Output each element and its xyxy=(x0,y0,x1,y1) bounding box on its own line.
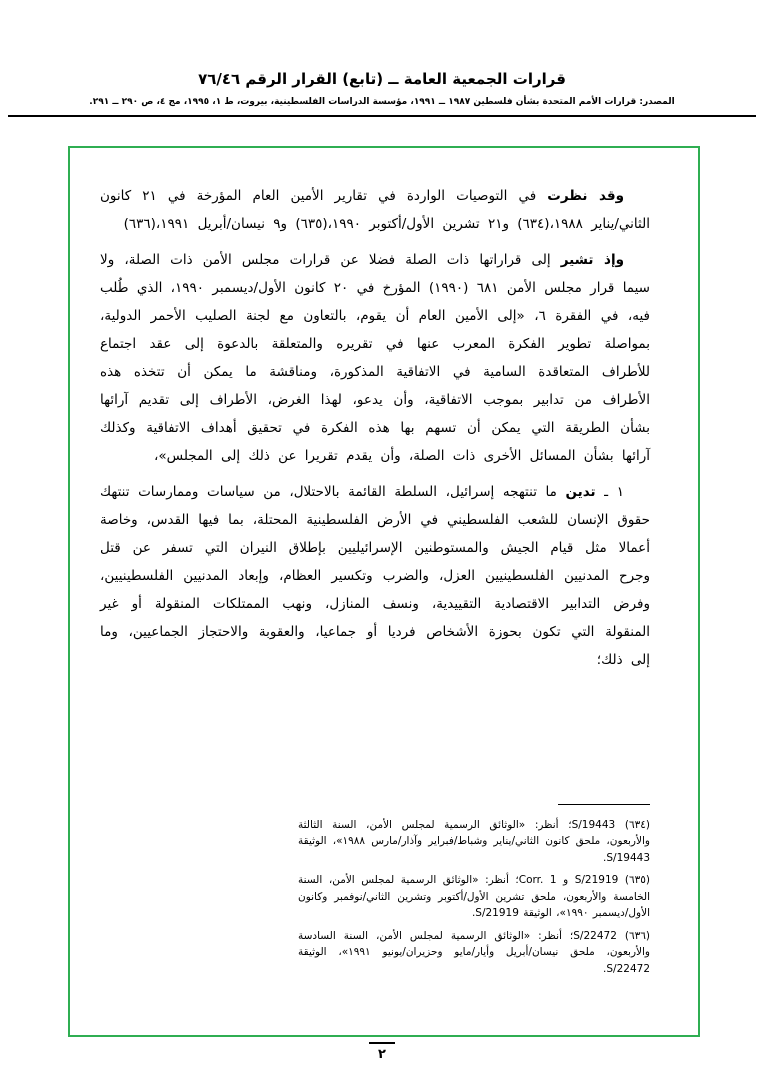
footnote-text: S/21919 و Corr. 1؛ أنظر: «الوثائق الرسمية لمجلس الأمن، السنة الخامسة والأربعون، ملحق تشرين الأول/أكتوبر وتشرين الثاني/نوفمبر وكانون الأول/ديسمبر ١٩٩٠»، الوثيقة S/21919. xyxy=(298,874,650,919)
footer-divider xyxy=(369,1042,395,1044)
content-box xyxy=(68,146,700,1037)
paragraph-text: إلى قراراتها ذات الصلة فضلا عن قرارات مجلس الأمن ذات الصلة، ولا سيما قرار مجلس الأمن ٦٨١ (١٩٩٠) المؤرخ في ٢٠ كانون الأول/ديسمبر ١٩٩٠، الذي طُلب فيه، في الفقرة ٦، «إلى الأمين العام أن يقوم، بالتعاون مع لجنة الصليب الأحمر الدولية، بمواصلة تطوير الفكرة المعرب عنها في تقريره والمتعلقة بالدعوة إلى عقد اجتماع للأطراف المتعاقدة السامية في الاتفاقية المذكورة، ومناقشة ما يمكن أن تتخذه هذه الأطراف من تدابير بموجب الاتفاقية، وأن يدعو، لهذا الغرض، الأطراف إلى تقديم آرائها بشأن الطريقة التي يمكن أن تسهم بها هذه الفكرة في تحقيق أهداف الاتفاقية وكذلك آرائها بشأن المسائل الأخرى ذات الصلة، وأن يقدم تقريرا عن ذلك إلى المجلس»، xyxy=(100,252,650,464)
page-number: ٢ xyxy=(378,1047,386,1062)
footnotes-section xyxy=(298,804,650,984)
footnote xyxy=(298,928,650,978)
footnote xyxy=(298,872,650,922)
footnote-marker: (٦٣٥) xyxy=(624,874,650,886)
footnote-text: S/19443؛ أنظر: «الوثائق الرسمية لمجلس الأمن، السنة الثالثة والأربعون، ملحق كانون الثاني/يناير وشباط/فبراير وآذار/مارس ١٩٨٨»، الوثيقة S/19443. xyxy=(298,818,650,864)
page-title: قرارات الجمعية العامة ــ (تابع) القرار الرقم ٧٦/٤٦ xyxy=(198,70,566,88)
footnote-marker: (٦٣٤) xyxy=(624,818,650,831)
source-line: المصدر: قرارات الأمم المتحدة بشأن فلسطين ١٩٨٧ ــ ١٩٩١، مؤسسة الدراسات الفلسطينية، بيروت، ط ١، ١٩٩٥، مج ٤، ص ٢٩٠ ــ ٢٩١. xyxy=(89,97,675,107)
paragraph-text: ما تنتهجه إسرائيل، السلطة القائمة بالاحتلال، من سياسات وممارسات تنتهك حقوق الإنسان للشعب الفلسطيني في الأرض الفلسطينية المحتلة، بما فيها القدس، وخاصة أعمالا مثل قيام الجيش والمستوطنين الإسرائيليين بإطلاق النيران التي تسفر عن قتل وجرح المدنيين الفلسطينيين العزل، والضرب وتكسير العظام، وإبعاد المدنيين الفلسطينيين، وفرض التدابير الاقتصادية التقييدية، ونسف المنازل، ونهب الممتلكات المنقولة أو غير المنقولة التي تكون بحوزة الأشخاص فرديا أو جماعيا، والعقوبة والاحتجاز الجماعيين، وما إلى ذلك؛ xyxy=(100,484,650,668)
footnote-text: S/22472؛ أنظر: «الوثائق الرسمية لمجلس الأمن، السنة السادسة والأربعون، ملحق نيسان/أبريل وأيار/مايو وحزيران/يونيو ١٩٩١»، الوثيقة S/22472. xyxy=(298,929,651,975)
body-paragraph xyxy=(100,478,650,674)
document-header xyxy=(0,0,764,117)
paragraph-prefix: ١ ـ xyxy=(595,484,624,500)
footnote xyxy=(298,817,650,867)
footnote-marker: (٦٣٦) xyxy=(624,929,651,942)
header-divider xyxy=(8,115,756,117)
paragraph-text: في التوصيات الواردة في تقارير الأمين العام المؤرخة في ٢١ كانون الثاني/يناير ١٩٨٨،(٦٣٤) و٢١ تشرين الأول/أكتوبر ١٩٩٠،(٦٣٥) و٩ نيسان/أبريل ١٩٩١،(٦٣٦) xyxy=(100,188,650,232)
paragraph-lead: تدين xyxy=(565,484,596,500)
paragraph-lead: وإذ تشير xyxy=(560,252,624,268)
footnote-divider xyxy=(558,804,650,805)
body-paragraph xyxy=(100,246,650,470)
body-text xyxy=(70,148,698,674)
page-footer xyxy=(0,1042,764,1062)
paragraph-lead: وقد نظرت xyxy=(547,188,625,204)
body-paragraph xyxy=(100,182,650,238)
